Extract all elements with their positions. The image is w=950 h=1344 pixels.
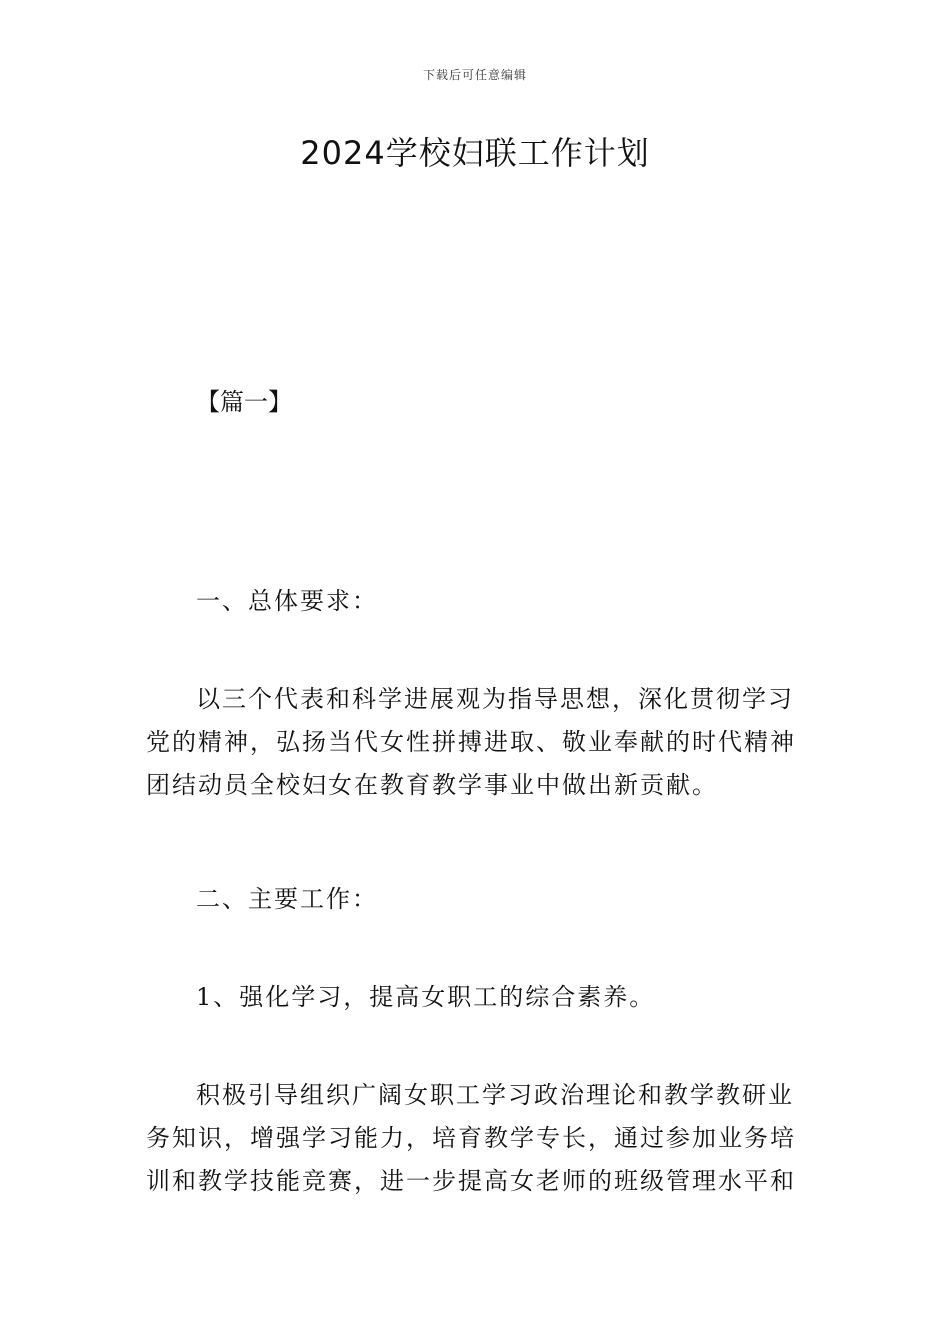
- main-work-heading: [146, 878, 810, 921]
- heading-text: 二、主要工作：: [196, 885, 378, 913]
- paragraph-text: 以三个代表和科学进展观为指导思想，深化贯彻学习党的精神，弘扬当代女性拼搏进取、敬业奉献的时代精神团结动员全校妇女在教育教学事业中做出新贡献。: [146, 685, 796, 799]
- overall-requirements-paragraph: [146, 678, 810, 807]
- header-note: 下载后可任意编辑: [422, 68, 527, 82]
- document-title: 2024学校妇联工作计划: [300, 134, 650, 172]
- subheading-text: 1、强化学习，提高女职工的综合素养。: [196, 983, 656, 1011]
- study-subheading: [146, 976, 810, 1019]
- study-paragraph: [146, 1074, 810, 1203]
- paragraph-text: 积极引导组织广阔女职工学习政治理论和教学教研业务知识，增强学习能力，培育教学专长，通过参加业务培训和教学技能竞赛，进一步提高女老师的班级管理水平和: [146, 1081, 796, 1195]
- section-label: 【篇一】: [196, 388, 292, 416]
- overall-requirements-heading: [146, 580, 810, 623]
- heading-text: 一、总体要求：: [196, 587, 378, 615]
